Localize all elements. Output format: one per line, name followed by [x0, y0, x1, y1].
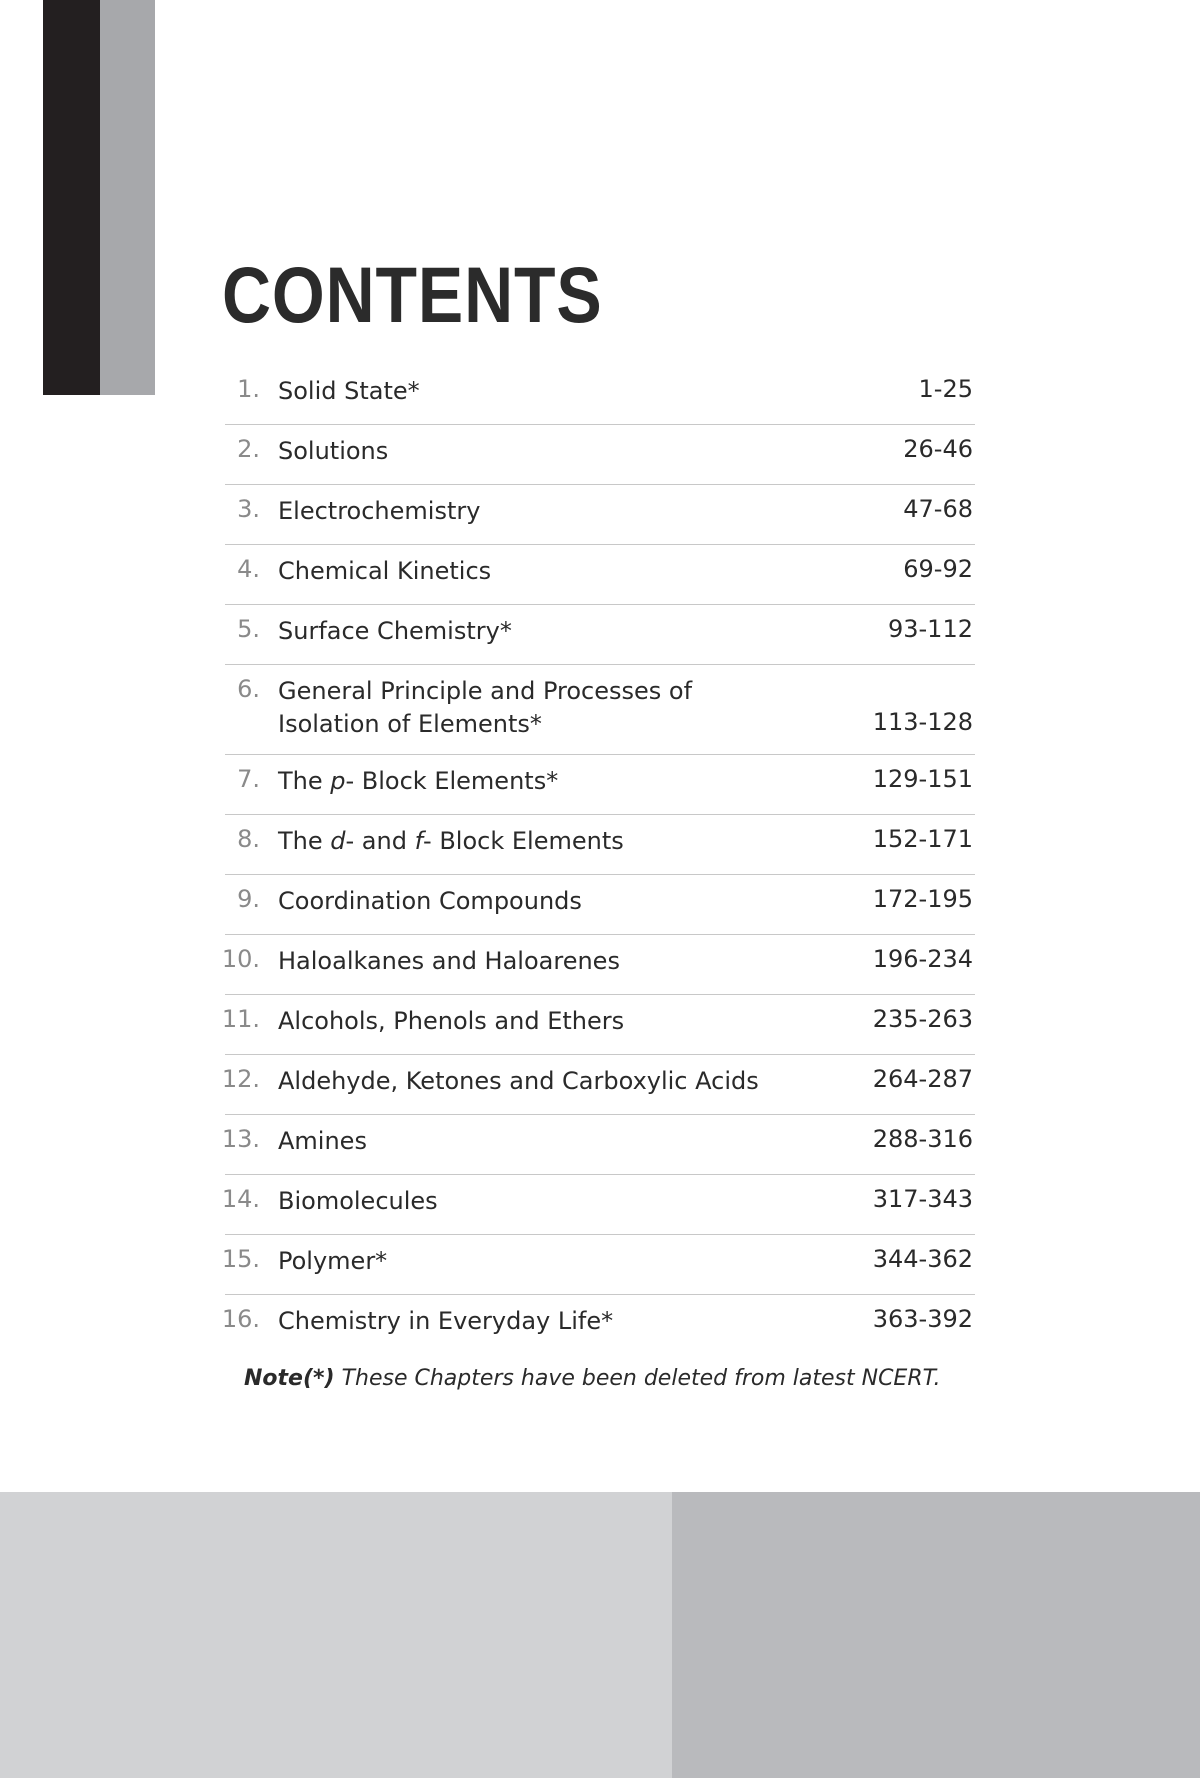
- toc-row: [225, 815, 975, 875]
- chapter-number: 1.: [237, 375, 260, 403]
- chapter-title: Chemistry in Everyday Life*: [278, 1307, 614, 1335]
- toc-row: [221, 1115, 975, 1175]
- chapter-title: [278, 675, 838, 741]
- footnote: [244, 1366, 940, 1391]
- footer-band-light: [0, 1492, 672, 1778]
- chapter-title: Surface Chemistry*: [278, 617, 512, 645]
- chapter-title: Coordination Compounds: [278, 887, 582, 915]
- chapter-title-part: The: [278, 767, 331, 795]
- page-range: 264-287: [872, 1065, 973, 1093]
- chapter-title: Biomolecules: [278, 1187, 438, 1215]
- chapter-number: 15.: [221, 1245, 260, 1273]
- chapter-title: Solutions: [278, 437, 389, 465]
- footer-band-dark: [672, 1492, 1200, 1778]
- toc-row: [225, 875, 975, 935]
- chapter-number: 2.: [237, 435, 260, 463]
- page-range: 235-263: [872, 1005, 973, 1033]
- chapter-number: 12.: [221, 1065, 260, 1093]
- chapter-title-line-2: Isolation of Elements*: [278, 710, 542, 738]
- chapter-title: Aldehyde, Ketones and Carboxylic Acids: [278, 1067, 759, 1095]
- chapter-number: 9.: [237, 885, 260, 913]
- chapter-title: Chemical Kinetics: [278, 557, 492, 585]
- chapter-title-part: - Block Elements: [423, 827, 624, 855]
- page-title: CONTENTS: [222, 250, 603, 339]
- toc-row: [225, 605, 975, 665]
- decorative-bar-gray: [100, 0, 155, 395]
- page-range: 344-362: [872, 1245, 973, 1273]
- chapter-title-italic: p: [330, 767, 346, 795]
- footnote-lead: Note(*): [244, 1366, 335, 1391]
- chapter-number: 6.: [237, 675, 260, 703]
- chapter-title: [278, 765, 838, 798]
- table-of-contents: [221, 365, 975, 1354]
- chapter-title-part: - and: [345, 827, 415, 855]
- chapter-number: 5.: [237, 615, 260, 643]
- chapter-number: 11.: [221, 1005, 260, 1033]
- chapter-number: 3.: [237, 495, 260, 523]
- chapter-title: Alcohols, Phenols and Ethers: [278, 1007, 625, 1035]
- toc-row: [225, 755, 975, 815]
- page-range: 113-128: [872, 708, 973, 736]
- page-range: 196-234: [872, 945, 973, 973]
- page-range: 26-46: [903, 435, 973, 463]
- chapter-title: [278, 825, 838, 858]
- chapter-number: 14.: [221, 1185, 260, 1213]
- page-range: 47-68: [903, 495, 973, 523]
- chapter-title: Electrochemistry: [278, 497, 481, 525]
- toc-row: [221, 1295, 975, 1354]
- toc-row: [221, 1235, 975, 1295]
- decorative-bar-dark: [43, 0, 100, 395]
- chapter-title-italic: f: [414, 827, 424, 855]
- chapter-title-part: The: [278, 827, 331, 855]
- toc-row: [225, 545, 975, 605]
- chapter-number: 13.: [221, 1125, 260, 1153]
- toc-row: [225, 665, 975, 755]
- chapter-number: 7.: [237, 765, 260, 793]
- toc-row: [221, 935, 975, 995]
- toc-row: [225, 425, 975, 485]
- chapter-title-part: - Block Elements*: [345, 767, 559, 795]
- page-range: 363-392: [872, 1305, 973, 1333]
- toc-row: [221, 1175, 975, 1235]
- chapter-title: Polymer*: [278, 1247, 388, 1275]
- page-range: 93-112: [887, 615, 973, 643]
- chapter-title: Amines: [278, 1127, 367, 1155]
- page-range: 152-171: [872, 825, 973, 853]
- chapter-title: Haloalkanes and Haloarenes: [278, 947, 620, 975]
- chapter-title: Solid State*: [278, 377, 420, 405]
- chapter-number: 4.: [237, 555, 260, 583]
- page-range: 129-151: [872, 765, 973, 793]
- footnote-text: These Chapters have been deleted from latest NCERT.: [334, 1366, 941, 1391]
- chapter-number: 16.: [221, 1305, 260, 1333]
- chapter-number: 8.: [237, 825, 260, 853]
- page-range: 172-195: [872, 885, 973, 913]
- toc-row: [225, 365, 975, 425]
- page-range: 69-92: [903, 555, 973, 583]
- page-range: 288-316: [872, 1125, 973, 1153]
- toc-row: [225, 485, 975, 545]
- page-range: 1-25: [918, 375, 973, 403]
- chapter-number: 10.: [221, 945, 260, 973]
- chapter-title-italic: d: [330, 827, 346, 855]
- page-range: 317-343: [872, 1185, 973, 1213]
- toc-row: [221, 995, 975, 1055]
- toc-row: [221, 1055, 975, 1115]
- chapter-title-line-1: General Principle and Processes of: [278, 677, 693, 705]
